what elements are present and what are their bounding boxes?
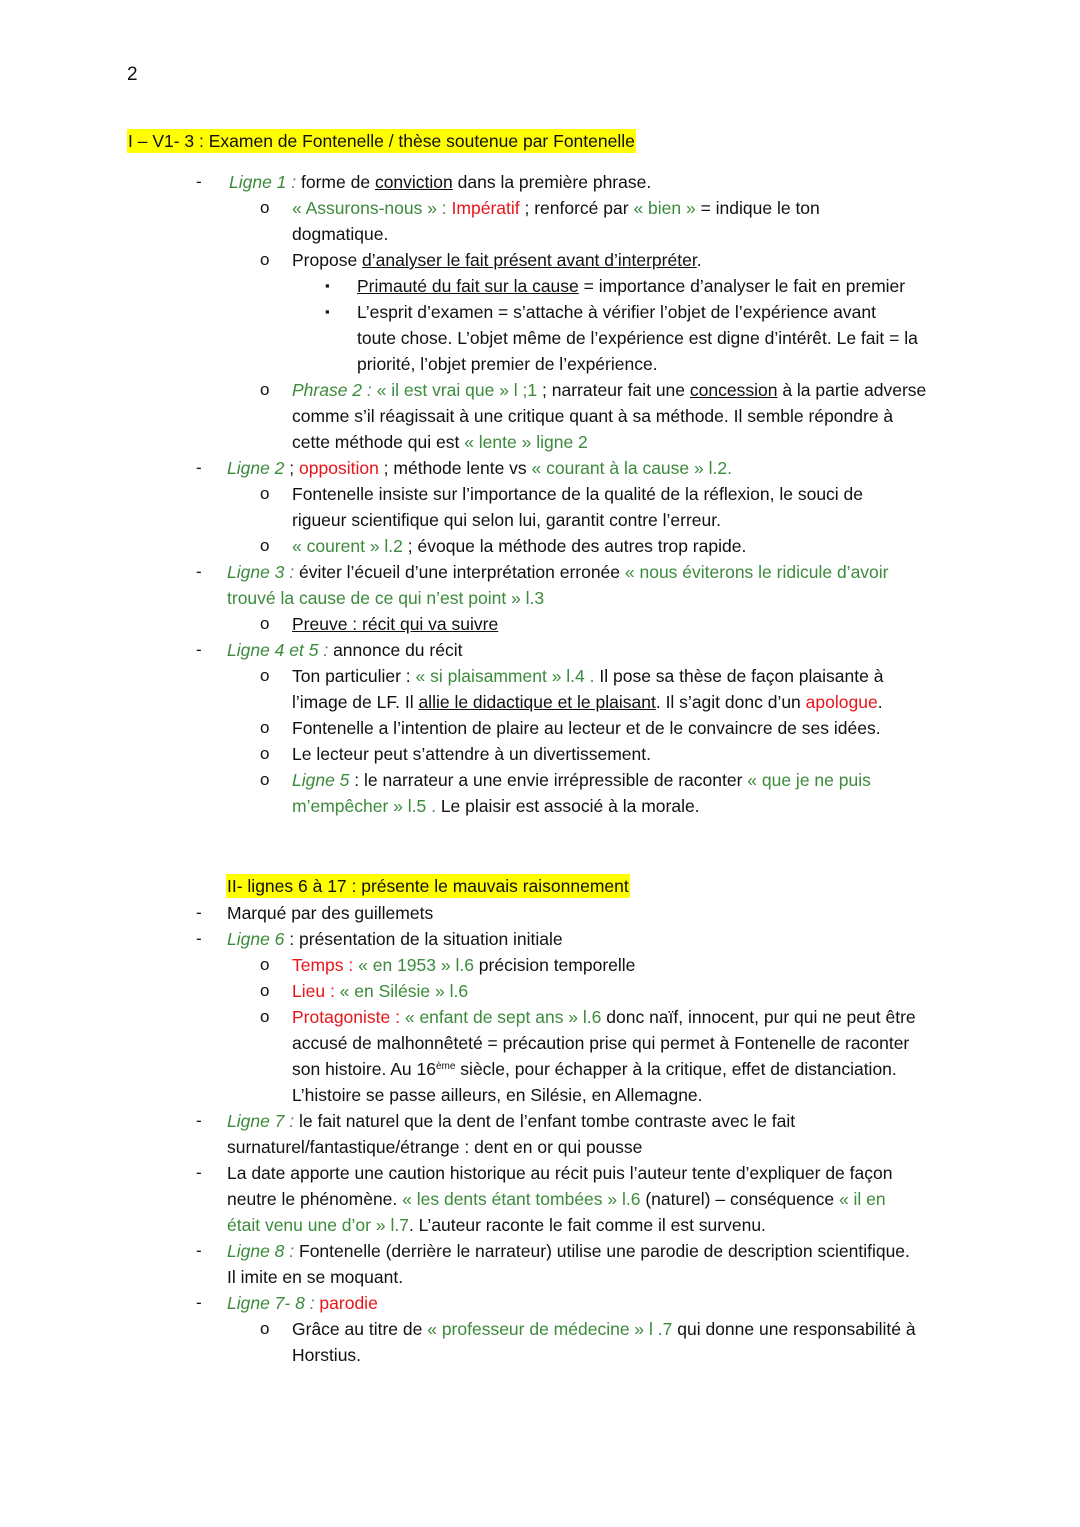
sub-item-plaire: Fontenelle a l’intention de plaire au lecteur et de le convaincre de ses idées. xyxy=(292,718,881,738)
circle-bullet: o xyxy=(260,955,270,974)
dash-bullet: - xyxy=(196,1111,202,1130)
dash-bullet: - xyxy=(196,458,202,477)
circle-bullet: o xyxy=(260,536,270,555)
sub-item-preuve: Preuve : récit qui va suivre xyxy=(292,614,499,634)
sub-item-ton: Ton particulier : « si plaisamment » l.4 . Il pose sa thèse de façon plaisante à xyxy=(292,666,884,686)
item-guillemets: Marqué par des guillemets xyxy=(227,903,434,923)
sub-item-phrase-2: Phrase 2 : « il est vrai que » l ;1 ; narrateur fait une concession à la partie adverse xyxy=(292,380,927,400)
sub-item-professeur: Grâce au titre de « professeur de médecine » l .7 qui donne une responsabilité à xyxy=(292,1319,916,1339)
item-ligne-7-cont: surnaturel/fantastique/étrange : dent en or qui pousse xyxy=(227,1137,643,1157)
dash-bullet: - xyxy=(196,929,202,948)
item-ligne-4-5: Ligne 4 et 5 : annonce du récit xyxy=(227,640,463,660)
sub-item-ligne-5-cont: m’empêcher » l.5 . Le plaisir est associé à la morale. xyxy=(292,796,700,816)
sub-item-courent: « courent » l.2 ; évoque la méthode des autres trop rapide. xyxy=(292,536,747,556)
sub-sub-item-esprit-cont: priorité, l’objet premier de l’expérience. xyxy=(357,354,658,374)
circle-bullet: o xyxy=(260,770,270,789)
sub-item-fontenelle-insiste-cont: rigueur scientifique qui selon lui, garantit contre l’erreur. xyxy=(292,510,721,530)
sub-item-assurons: « Assurons-nous » : Impératif ; renforcé par « bien » = indique le ton xyxy=(292,198,820,218)
sub-item-fontenelle-insiste: Fontenelle insiste sur l’importance de la qualité de la réflexion, le souci de xyxy=(292,484,864,504)
sub-item-protagoniste-cont: L’histoire se passe ailleurs, en Silésie, en Allemagne. xyxy=(292,1085,703,1105)
dash-bullet: - xyxy=(196,1293,202,1312)
section-1-heading: I – V1- 3 : Examen de Fontenelle / thèse soutenue par Fontenelle xyxy=(128,131,635,151)
item-date: La date apporte une caution historique au récit puis l’auteur tente d’expliquer de façon xyxy=(227,1163,893,1183)
item-ligne-3-cont: trouvé la cause de ce qui n’est point » l.3 xyxy=(227,588,545,608)
circle-bullet: o xyxy=(260,1319,270,1338)
dash-bullet: - xyxy=(196,640,202,659)
sub-sub-item-esprit-cont: toute chose. L’objet même de l’expérience est digne d’intérêt. Le fait = la xyxy=(357,328,918,348)
item-ligne-8: Ligne 8 : Fontenelle (derrière le narrateur) utilise une parodie de description scientifique. xyxy=(227,1241,910,1261)
sub-item-divertissement: Le lecteur peut s’attendre à un divertissement. xyxy=(292,744,651,764)
item-ligne-7-8: Ligne 7- 8 : parodie xyxy=(227,1293,378,1313)
circle-bullet: o xyxy=(260,614,270,633)
item-ligne-6: Ligne 6 : présentation de la situation initiale xyxy=(227,929,563,949)
item-ligne-2: Ligne 2 ; opposition ; méthode lente vs « courant à la cause » l.2. xyxy=(227,458,732,478)
sub-item-assurons-cont: dogmatique. xyxy=(292,224,389,244)
sub-item-ligne-5: Ligne 5 : le narrateur a une envie irrépressible de raconter « que je ne puis xyxy=(292,770,871,790)
sub-item-propose: Propose d’analyser le fait présent avant d’interpréter. xyxy=(292,250,702,270)
square-bullet: ▪ xyxy=(325,278,330,293)
circle-bullet: o xyxy=(260,1007,270,1026)
item-ligne-1: Ligne 1 : forme de conviction dans la première phrase. xyxy=(229,172,652,192)
dash-bullet: - xyxy=(196,1241,202,1260)
sub-sub-item-esprit: L’esprit d’examen = s’attache à vérifier l’objet de l’expérience avant xyxy=(357,302,876,322)
circle-bullet: o xyxy=(260,744,270,763)
sub-item-lieu: Lieu : « en Silésie » l.6 xyxy=(292,981,469,1001)
dash-bullet: - xyxy=(196,903,202,922)
circle-bullet: o xyxy=(260,484,270,503)
sub-item-professeur-cont: Horstius. xyxy=(292,1345,362,1365)
item-ligne-7: Ligne 7 : le fait naturel que la dent de l’enfant tombe contraste avec le fait xyxy=(227,1111,796,1131)
item-ligne-3: Ligne 3 : éviter l’écueil d’une interprétation erronée « nous éviterons le ridicule d’avoir xyxy=(227,562,889,582)
sub-item-protagoniste: Protagoniste : « enfant de sept ans » l.6 donc naïf, innocent, pur qui ne peut être xyxy=(292,1007,916,1027)
circle-bullet: o xyxy=(260,718,270,737)
circle-bullet: o xyxy=(260,380,270,399)
circle-bullet: o xyxy=(260,666,270,685)
circle-bullet: o xyxy=(260,981,270,1000)
sub-item-phrase-2-cont: comme s’il réagissait à une critique quant à sa méthode. Il semble répondre à xyxy=(292,406,894,426)
circle-bullet: o xyxy=(260,250,270,269)
sub-item-protagoniste-cont: accusé de malhonnêteté = précaution prise qui permet à Fontenelle de raconter xyxy=(292,1033,910,1053)
sub-sub-item-primaute: Primauté du fait sur la cause = importance d’analyser le fait en premier xyxy=(357,276,906,296)
dash-bullet: - xyxy=(196,562,202,581)
dash-bullet: - xyxy=(196,172,202,191)
sub-item-ton-cont: l’image de LF. Il allie le didactique et le plaisant. Il s’agit donc d’un apologue. xyxy=(292,692,883,712)
square-bullet: ▪ xyxy=(325,304,330,319)
section-2-heading: II- lignes 6 à 17 : présente le mauvais raisonnement xyxy=(227,876,629,896)
sub-item-protagoniste-cont: son histoire. Au 16ème siècle, pour échapper à la critique, effet de distanciation. xyxy=(292,1059,897,1079)
item-date-cont: neutre le phénomène. « les dents étant tombées » l.6 (naturel) – conséquence « il en xyxy=(227,1189,886,1209)
item-date-cont: était venu une d’or » l.7. L’auteur raconte le fait comme il est survenu. xyxy=(227,1215,766,1235)
circle-bullet: o xyxy=(260,198,270,217)
dash-bullet: - xyxy=(196,1163,202,1182)
page-number: 2 xyxy=(127,64,138,85)
sub-item-phrase-2-cont: cette méthode qui est « lente » ligne 2 xyxy=(292,432,588,452)
sub-item-temps: Temps : « en 1953 » l.6 précision temporelle xyxy=(292,955,636,975)
item-ligne-8-cont: Il imite en se moquant. xyxy=(227,1267,404,1287)
